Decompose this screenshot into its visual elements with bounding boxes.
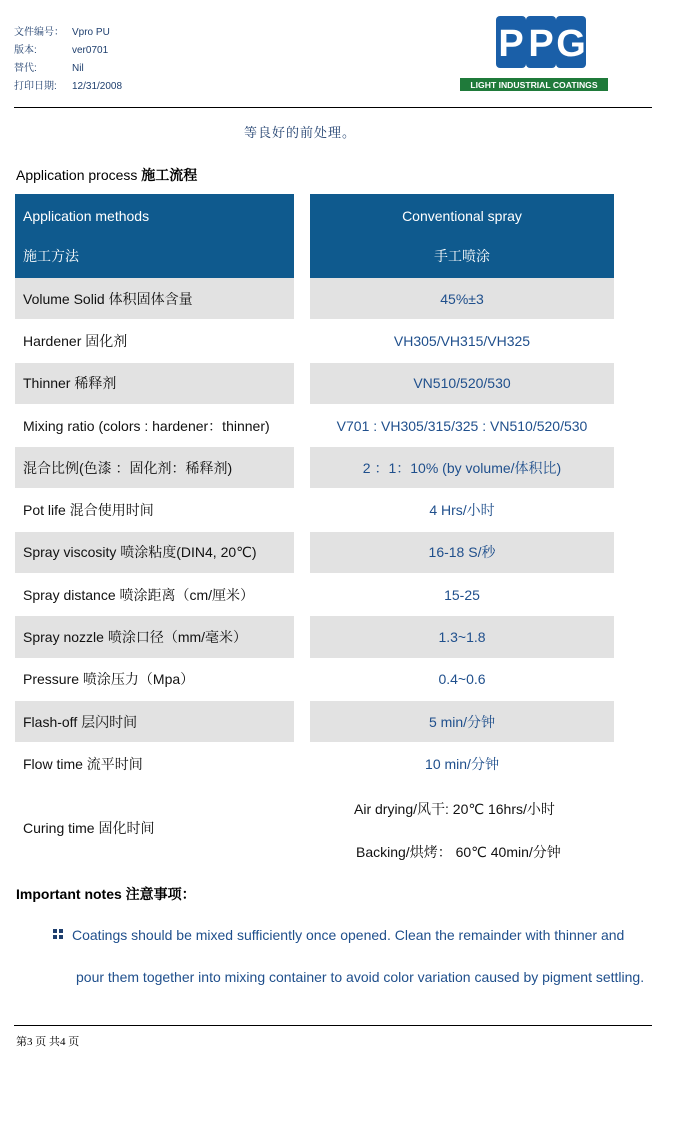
important-notes-title <box>16 884 196 904</box>
header-spray-cell <box>310 194 614 278</box>
row-value: 5 min/分钟 <box>310 701 614 742</box>
table-row <box>0 320 700 361</box>
row-label: Thinner 稀释剂 <box>15 363 294 404</box>
row-value: VN510/520/530 <box>310 363 614 404</box>
note-line-2: pour them together into mixing container to avoid color variation caused by pigment settling. <box>76 969 645 985</box>
meta-value: 12/31/2008 <box>72 81 123 92</box>
meta-value: ver0701 <box>72 45 109 56</box>
logo-letter: P <box>498 23 524 65</box>
meta-row-doc-number <box>14 24 122 42</box>
row-value: 0.4~0.6 <box>438 671 486 688</box>
row-label: 混合比例(色漆 ：固化剂：稀释剂) <box>15 447 294 488</box>
table-row <box>0 574 700 615</box>
section-title-en: Application process <box>16 167 138 183</box>
row-value: V701 : VH305/315/325 : VN510/520/530 <box>336 417 588 434</box>
row-value: 4 Hrs/小时 <box>429 502 495 519</box>
row-label: Spray distance 喷涂距离（cm/厘米） <box>23 586 255 603</box>
logo-tagline: LIGHT INDUSTRIAL COATINGS <box>470 80 598 90</box>
table-row <box>0 278 700 319</box>
header-spray-en: Conventional spray <box>402 208 522 224</box>
logo-letters <box>496 16 586 68</box>
row-value: 16-18 S/秒 <box>310 532 614 573</box>
logo-letter: G <box>556 23 586 65</box>
header-spray-cn: 手工喷涂 <box>434 248 490 264</box>
row-value: 10 min/分钟 <box>425 755 499 772</box>
header-methods-cn: 施工方法 <box>23 248 79 264</box>
header-methods-cell <box>15 194 294 278</box>
row-value: 1.3~1.8 <box>310 616 614 657</box>
meta-key: 替代: <box>14 63 37 74</box>
table-row <box>0 447 700 488</box>
decorative-bullet-icon <box>52 928 64 943</box>
table-row <box>0 532 700 573</box>
header-methods-en: Application methods <box>23 208 150 224</box>
meta-row-version <box>14 42 122 60</box>
row-label: Pressure 喷涂压力（Mpa） <box>23 671 195 688</box>
table-row <box>0 490 700 531</box>
table-row <box>0 405 700 446</box>
document-meta <box>14 24 122 96</box>
section-title-cn: 施工流程 <box>141 167 198 183</box>
row-label: Volume Solid 体积固体含量 <box>15 278 294 319</box>
curing-air-drying: Air drying/风干: 20℃ 16hrs/小时 <box>354 801 555 817</box>
intro-text: 等良好的前处理。 <box>244 125 357 140</box>
ppg-logo-graphic <box>458 12 610 94</box>
curing-row <box>0 785 700 870</box>
meta-row-print-date <box>14 78 122 96</box>
row-label: Spray viscosity 喷涂粘度(DIN4, 20℃) <box>15 532 294 573</box>
application-process-title <box>16 165 197 185</box>
table-header-row <box>0 194 700 278</box>
curing-value-cell <box>310 785 614 870</box>
row-value: VH305/VH315/VH325 <box>393 332 531 349</box>
row-value: 45%±3 <box>310 278 614 319</box>
row-label: Hardener 固化剂 <box>23 332 128 349</box>
meta-key: 文件编号： <box>14 27 64 38</box>
table-row <box>0 616 700 657</box>
meta-row-replaces <box>14 60 122 78</box>
page-number: 第3 页 共4 页 <box>16 1036 80 1048</box>
table-row <box>0 659 700 700</box>
row-label: Flow time 流平时间 <box>23 755 143 772</box>
ppg-logo <box>458 12 610 94</box>
bullet-glyph <box>52 928 64 940</box>
header-divider <box>14 107 652 108</box>
table-row <box>0 743 700 784</box>
curing-baking: Backing/烘烤： 60℃ 40min/分钟 <box>356 844 561 860</box>
row-value: 15-25 <box>444 586 480 603</box>
table-row <box>0 363 700 404</box>
meta-value: Nil <box>72 63 84 74</box>
row-label: Flash-off 层闪时间 <box>15 701 294 742</box>
curing-label: Curing time 固化时间 <box>23 819 155 836</box>
meta-value: Vpro PU <box>72 27 110 38</box>
notes-title-cn: 注意事项： <box>125 886 196 902</box>
row-label: Mixing ratio (colors : hardener：thinner) <box>23 417 270 434</box>
meta-key: 版本: <box>14 45 37 56</box>
table-row <box>0 701 700 742</box>
notes-title-en: Important notes <box>16 886 122 902</box>
meta-key: 打印日期: <box>14 81 57 92</box>
row-label: Pot life 混合使用时间 <box>23 502 154 519</box>
footer-divider <box>14 1025 652 1026</box>
logo-letter: P <box>528 23 554 65</box>
row-label: Spray nozzle 喷涂口径（mm/毫米） <box>15 616 294 657</box>
row-value: 2 ：1：10% (by volume/体积比) <box>310 447 614 488</box>
note-line-1: Coatings should be mixed sufficiently once opened. Clean the remainder with thinner and <box>72 927 625 943</box>
